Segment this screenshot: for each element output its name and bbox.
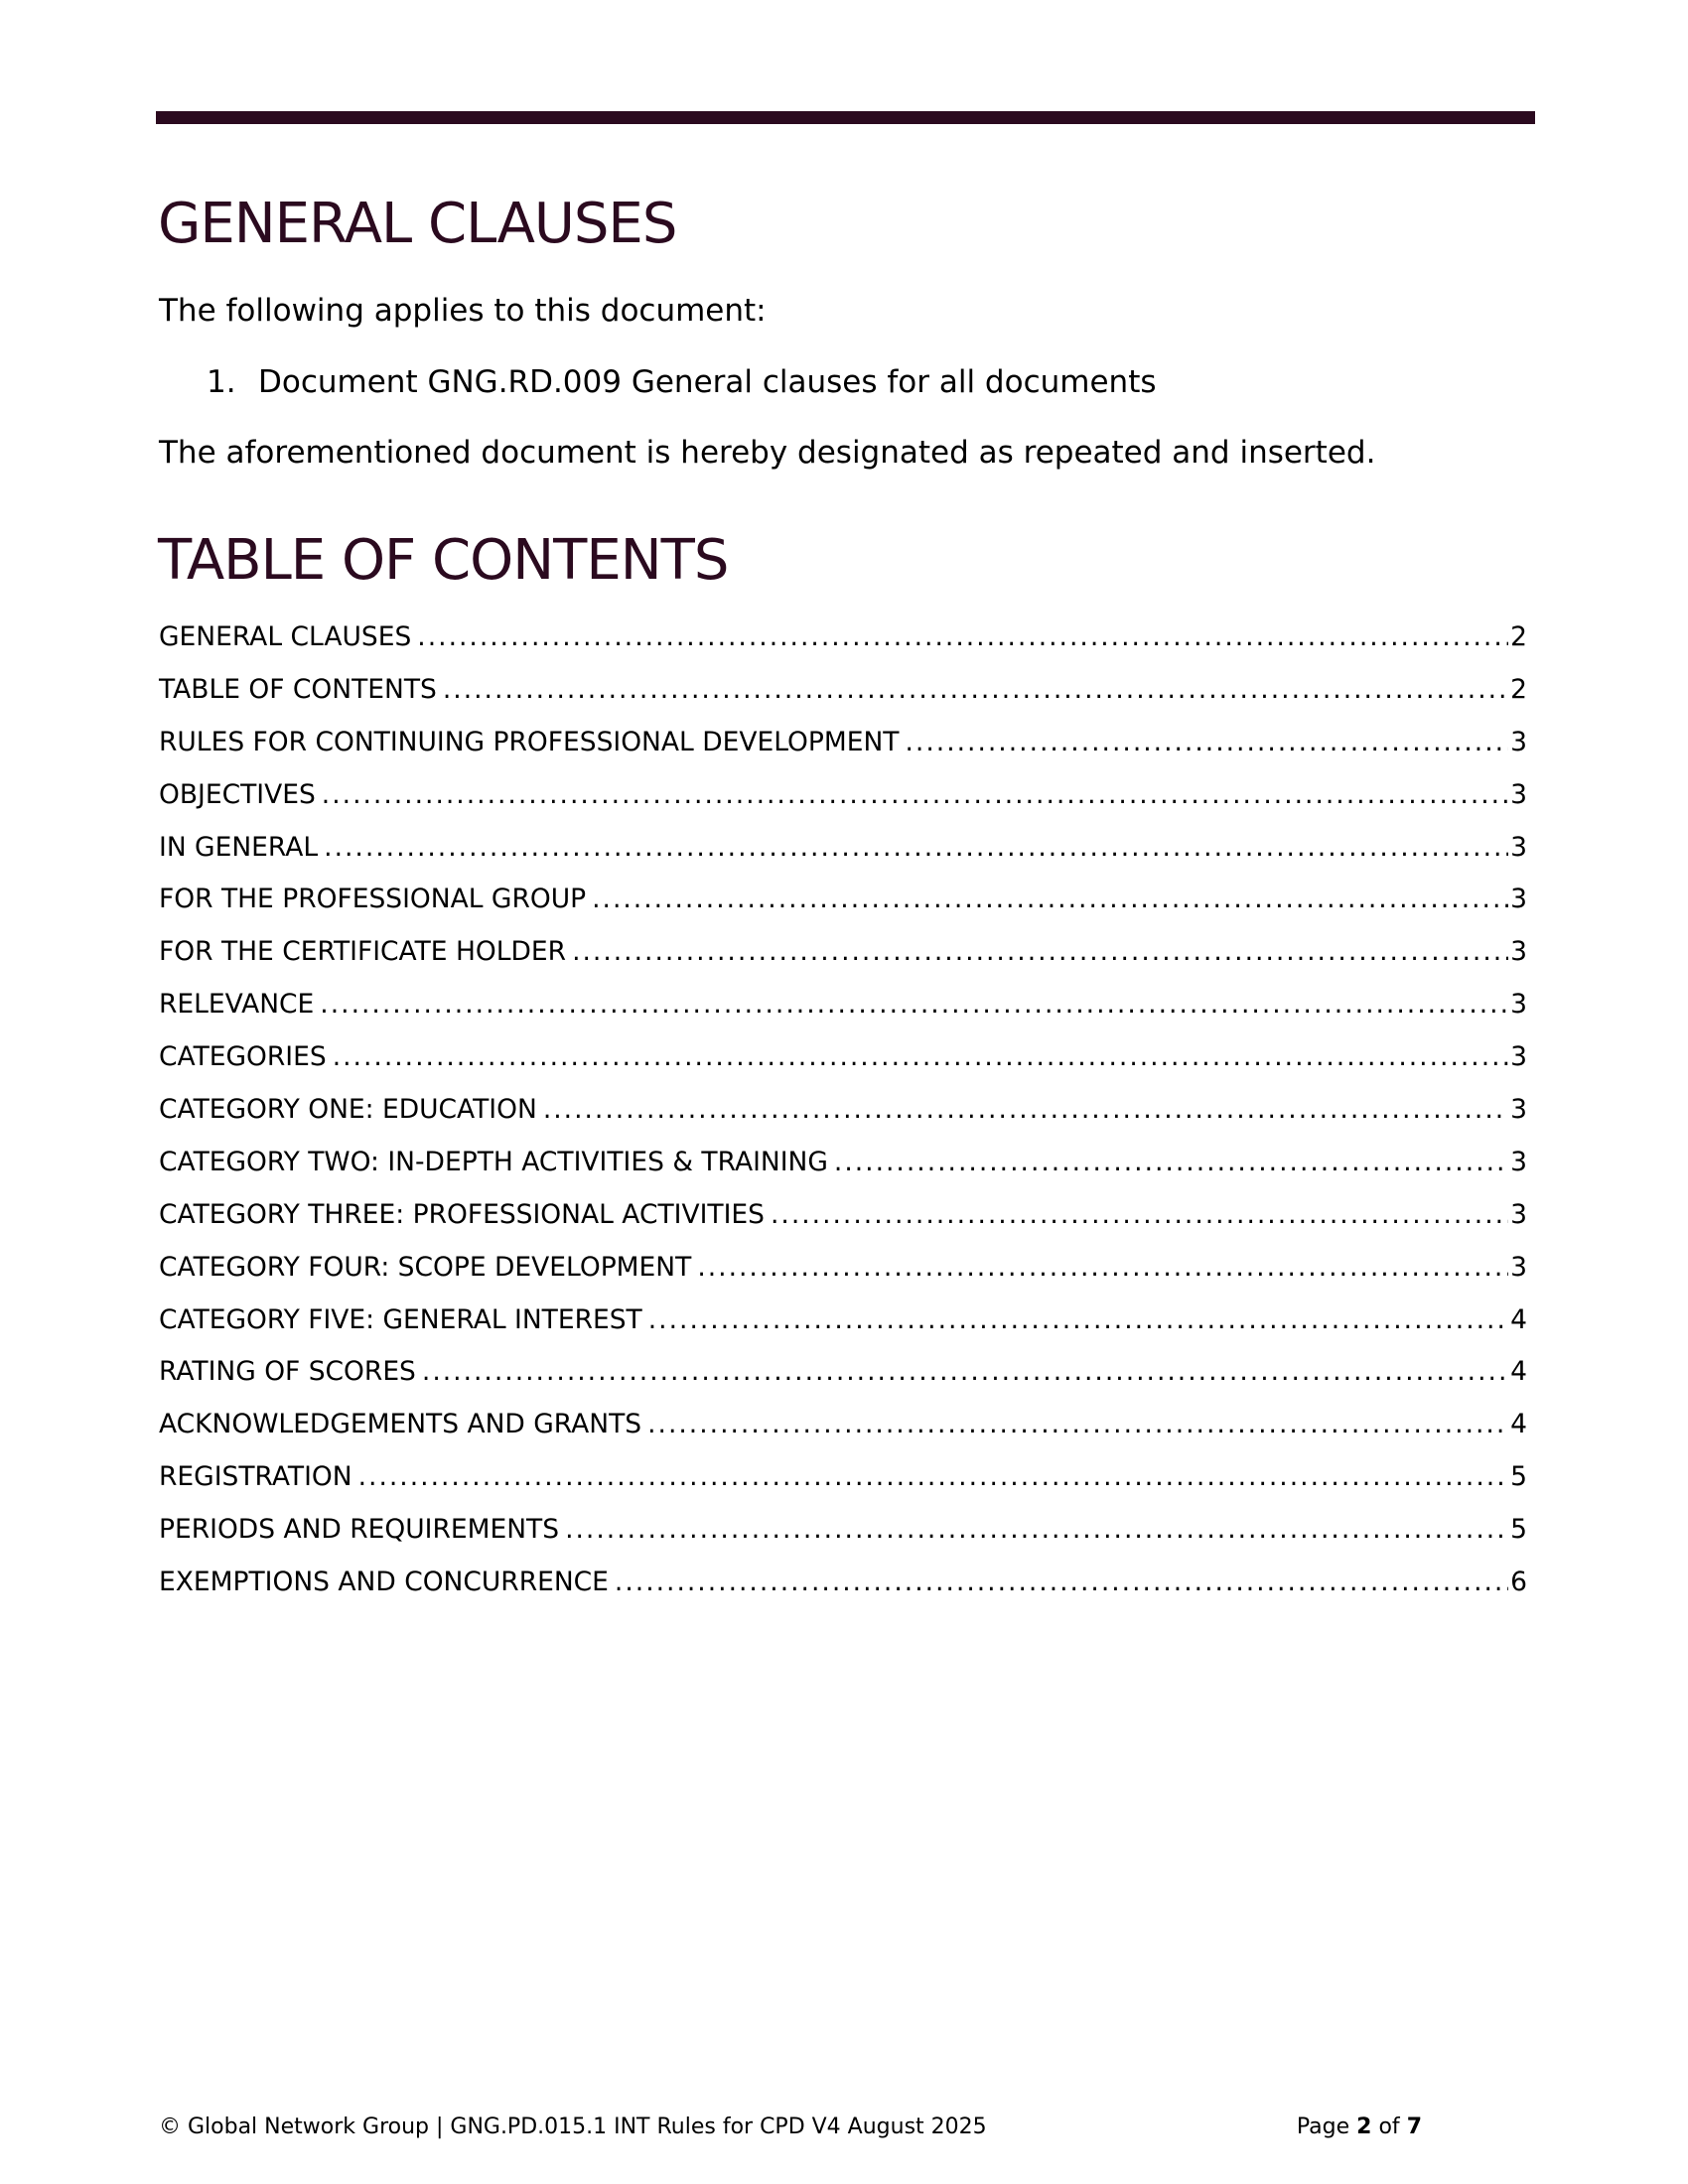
toc-entry[interactable] [159,884,1527,939]
toc-entry-title: TABLE OF CONTENTS [159,673,437,705]
toc-entry-title: REGISTRATION [159,1461,352,1493]
toc-entry[interactable] [159,831,1527,887]
toc-leader-dots [834,1150,1508,1176]
toc-leader-dots [572,939,1508,966]
toc-leader-dots [322,782,1508,809]
toc-entry-page: 5 [1510,1514,1527,1546]
toc-entry-page: 6 [1510,1567,1527,1598]
toc-leader-dots [320,992,1508,1019]
general-clauses-list-item [207,364,1157,400]
toc-entry-title: CATEGORY FOUR: SCOPE DEVELOPMENT [159,1251,692,1283]
toc-entry[interactable] [159,673,1527,730]
toc-entry-page: 2 [1510,621,1527,652]
toc-leader-dots [422,1359,1508,1386]
footer-page-current: 2 [1356,2115,1372,2139]
toc-entry[interactable] [159,1041,1527,1097]
toc-entry-page: 3 [1510,1251,1527,1283]
toc-leader-dots [771,1202,1508,1229]
toc-leader-dots [358,1464,1509,1491]
footer-page-word: Page [1296,2115,1350,2139]
toc-entry-title: CATEGORY ONE: EDUCATION [159,1094,537,1126]
toc-entry-page: 3 [1510,884,1527,915]
toc-entry-title: RELEVANCE [159,989,315,1021]
toc-leader-dots [648,1307,1508,1334]
list-item-text: Document GNG.RD.009 General clauses for all documents [258,364,1157,400]
toc-entry-title: EXEMPTIONS AND CONCURRENCE [159,1567,609,1598]
toc-leader-dots [565,1517,1508,1544]
toc-entry-page: 3 [1510,1146,1527,1177]
toc-entry[interactable] [159,1514,1527,1570]
toc-entry-title: FOR THE CERTIFICATE HOLDER [159,936,567,968]
general-clauses-note: The aforementioned document is hereby designated as repeated and inserted. [159,435,1376,471]
toc-entry[interactable] [159,778,1527,835]
toc-entry-title: CATEGORY TWO: IN-DEPTH ACTIVITIES & TRAINING [159,1146,828,1177]
toc-entry-page: 3 [1510,1041,1527,1073]
toc-entry-page: 3 [1510,1198,1527,1230]
toc-entry-title: CATEGORY THREE: PROFESSIONAL ACTIVITIES [159,1198,765,1230]
footer-copyright: © Global Network Group | GNG.PD.015.1 INT Rules for CPD V4 August 2025 [159,2115,987,2139]
general-clauses-heading: GENERAL CLAUSES [158,192,677,256]
toc-entry-page: 3 [1510,831,1527,863]
toc-leader-dots [417,624,1508,651]
toc-leader-dots [333,1044,1508,1071]
toc-entry[interactable] [159,1567,1527,1622]
toc-entry-title: FOR THE PROFESSIONAL GROUP [159,884,587,915]
toc-entry[interactable] [159,1356,1527,1412]
footer-page-of: of [1378,2115,1400,2139]
toc-entry[interactable] [159,1146,1527,1202]
toc-entry[interactable] [159,936,1527,992]
toc-entry-page: 4 [1510,1356,1527,1388]
toc-leader-dots [543,1097,1508,1124]
toc-entry-page: 4 [1510,1409,1527,1440]
toc-entry-title: GENERAL CLAUSES [159,621,412,652]
toc-leader-dots [592,887,1508,913]
toc-leader-dots [697,1255,1508,1282]
toc-entry-page: 3 [1510,778,1527,810]
toc-entry[interactable] [159,989,1527,1044]
toc-entry-title: ACKNOWLEDGEMENTS AND GRANTS [159,1409,642,1440]
footer-page-number [1297,2116,1422,2138]
toc-leader-dots [906,730,1509,756]
toc-entry-page: 3 [1510,726,1527,757]
toc-leader-dots [324,835,1508,862]
toc-entry[interactable] [159,621,1527,677]
toc-leader-dots [647,1412,1508,1438]
toc-entry[interactable] [159,1094,1527,1150]
toc-entry-title: IN GENERAL [159,831,319,863]
toc-entry-title: CATEGORIES [159,1041,327,1073]
toc-entry-page: 3 [1510,936,1527,968]
toc-entry-title: PERIODS AND REQUIREMENTS [159,1514,560,1546]
toc-leader-dots [615,1570,1508,1596]
toc-entry-page: 3 [1510,1094,1527,1126]
toc-entry[interactable] [159,1198,1527,1255]
footer-page-total: 7 [1406,2115,1422,2139]
toc-entry-title: RATING OF SCORES [159,1356,416,1388]
toc-entry-title: OBJECTIVES [159,778,316,810]
toc-entry[interactable] [159,1251,1527,1307]
general-clauses-intro: The following applies to this document: [159,293,767,329]
toc-leader-dots [443,677,1508,704]
toc-entry-page: 5 [1510,1461,1527,1493]
toc-entry-title: CATEGORY FIVE: GENERAL INTEREST [159,1303,642,1335]
toc-heading: TABLE OF CONTENTS [158,528,729,593]
toc-entry[interactable] [159,1409,1527,1464]
list-number: 1. [207,364,236,400]
toc-entry-title: RULES FOR CONTINUING PROFESSIONAL DEVELOPMENT [159,726,900,757]
toc-list [159,621,1527,1622]
toc-entry[interactable] [159,726,1527,782]
top-rule [156,111,1535,124]
toc-entry[interactable] [159,1303,1527,1360]
toc-entry-page: 4 [1510,1303,1527,1335]
toc-entry[interactable] [159,1461,1527,1517]
toc-entry-page: 3 [1510,989,1527,1021]
toc-entry-page: 2 [1510,673,1527,705]
